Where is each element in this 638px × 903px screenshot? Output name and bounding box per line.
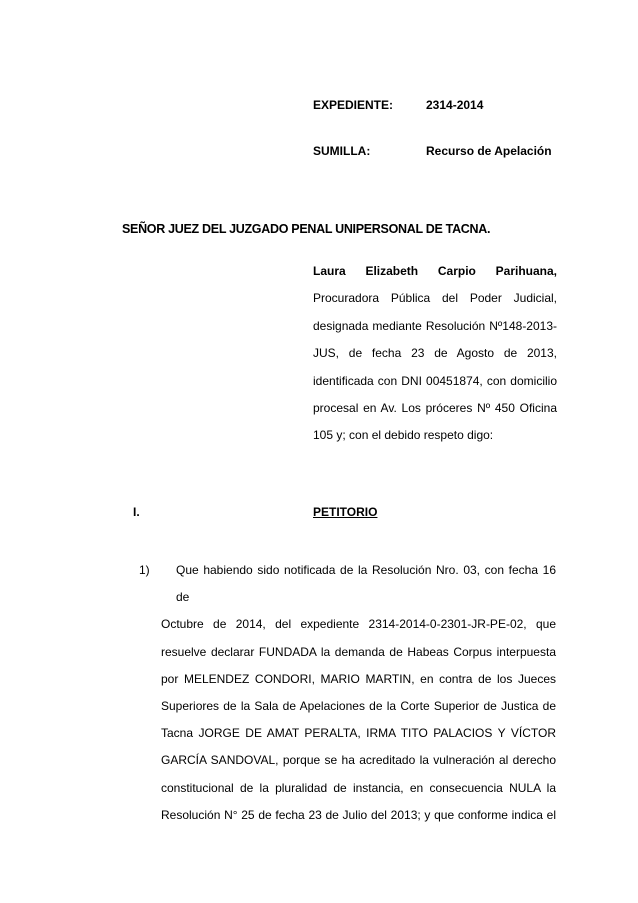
intro-line: procesal en Av. Los próceres Nº 450 Oficina: [313, 401, 557, 416]
item-line: Resolución N° 25 de fecha 23 de Julio del 2013; y que conforme indica el: [161, 807, 556, 822]
item-line: constitucional de la pluralidad de instancia, en consecuencia NULA la: [161, 780, 556, 795]
item-line: Octubre de 2014, del expediente 2314-2014-0-2301-JR-PE-02, que: [161, 617, 556, 632]
item-number: 1): [139, 563, 150, 577]
intro-paragraph: [313, 258, 557, 450]
sumilla-value: Recurso de Apelación: [426, 144, 552, 158]
addressee-heading: SEÑOR JUEZ DEL JUZGADO PENAL UNIPERSONAL DE TACNA.: [122, 222, 491, 236]
name-line: [313, 258, 557, 285]
item-line: GARCÍA SANDOVAL, porque se ha acreditado la vulneración al derecho: [161, 753, 556, 768]
name-part: Laura: [313, 264, 346, 278]
intro-line: 105 y; con el debido respeto digo:: [313, 428, 494, 443]
item-line: por MELENDEZ CONDORI, MARIO MARTIN, en contra de los Jueces: [161, 671, 556, 686]
intro-line: JUS, de fecha 23 de Agosto de 2013,: [313, 346, 557, 361]
intro-line: identificada con DNI 00451874, con domicilio: [313, 373, 557, 388]
intro-line: designada mediante Resolución Nº148-2013-: [313, 318, 557, 333]
item-line: Que habiendo sido notificada de la Resolución Nro. 03, con fecha 16 de: [176, 563, 556, 605]
item-line: Superiores de la Sala de Apelaciones de la Corte Superior de Justica de: [161, 699, 556, 714]
item-line: resuelve declarar FUNDADA la demanda de Habeas Corpus interpuesta: [161, 644, 556, 659]
name-part: Parihuana,: [495, 264, 557, 278]
expediente-value: 2314-2014: [426, 98, 484, 112]
name-part: Carpio: [437, 264, 476, 278]
item-line: Tacna JORGE DE AMAT PERALTA, IRMA TITO PALACIOS Y VÍCTOR: [161, 726, 556, 741]
sumilla-label: SUMILLA:: [313, 144, 371, 158]
expediente-label: EXPEDIENTE:: [313, 98, 394, 112]
intro-line: Procuradora Pública del Poder Judicial,: [313, 291, 557, 306]
item-paragraph: [161, 557, 556, 829]
section-title: PETITORIO: [313, 505, 378, 519]
section-number: I.: [133, 505, 140, 519]
name-part: Elizabeth: [365, 264, 419, 278]
